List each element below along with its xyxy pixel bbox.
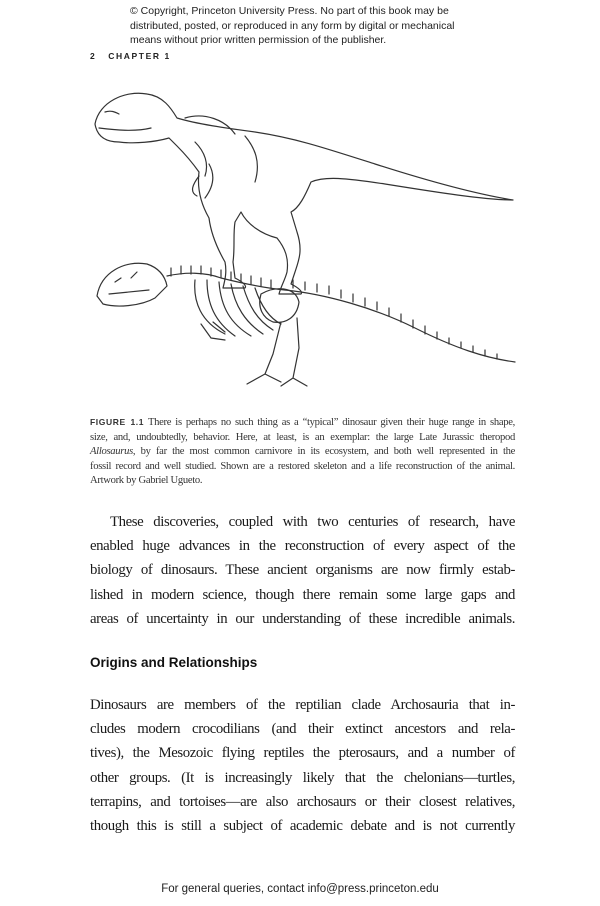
caption-line <box>90 445 515 460</box>
running-head <box>90 50 179 62</box>
text-line: lished in modern science, though there remain some large gaps and <box>90 586 515 603</box>
section-heading: Origins and Relationships <box>90 655 258 670</box>
caption-text: There is perhaps no such thing as a “typical” dinosaur given their huge range in shape, <box>144 417 515 428</box>
text-line: cludes modern crocodilians (and their extinct ancestors and rela- <box>90 721 515 738</box>
caption-text: , by far the most common carnivore in its ecosystem, and both well represented in the <box>132 446 515 458</box>
allosaurus-figure <box>85 72 520 402</box>
text-line: areas of uncertainty in our understanding of these incredible animals. <box>90 610 515 627</box>
caption-line: fossil record and well studied. Shown are a restored skeleton and a life reconstruction of the animal. <box>90 460 515 472</box>
text-line: terrapins, and tortoises—are also archosaurs or their closest relatives, <box>90 793 515 810</box>
text-line: These discoveries, coupled with two centuries of research, have <box>110 514 515 530</box>
skeleton-illustration <box>97 263 515 386</box>
text-line: biology of dinosaurs. These ancient organisms are now firmly estab- <box>90 562 515 579</box>
text-line: enabled huge advances in the reconstruction of every aspect of the <box>90 538 515 555</box>
caption-line: size, and, undoubtedly, behavior. Here, at least, is an exemplar: the large Late Jurassic theropod <box>90 431 515 443</box>
caption-line <box>90 416 515 431</box>
chapter-label: CHAPTER 1 <box>108 51 171 61</box>
text-line: tives), the Mesozoic flying reptiles the pterosaurs, and a number of <box>90 745 515 762</box>
copyright-notice: © Copyright, Princeton University Press. No part of this book may be distributed, posted, or reproduced in any form by digital or mechanical means without prior written permission of the publisher. <box>130 5 455 46</box>
body-paragraph-1 <box>90 510 515 631</box>
figure-label: FIGURE 1.1 <box>90 417 145 427</box>
life-reconstruction-illustration <box>95 93 513 294</box>
footer-contact: For general queries, contact info@press.princeton.edu <box>161 883 439 895</box>
figure-caption <box>90 416 515 489</box>
page-number: 2 <box>90 51 97 61</box>
taxon-name: Allosaurus <box>90 446 133 458</box>
text-line: other groups. (It is increasingly likely that the chelonians—turtles, <box>90 769 515 786</box>
body-paragraph-2 <box>90 693 515 838</box>
text-line: Dinosaurs are members of the reptilian clade Archosauria that in- <box>90 697 515 713</box>
caption-line: Artwork by Gabriel Ugueto. <box>90 475 203 487</box>
text-line: though this is still a subject of academic debate and is not currently <box>90 818 515 835</box>
